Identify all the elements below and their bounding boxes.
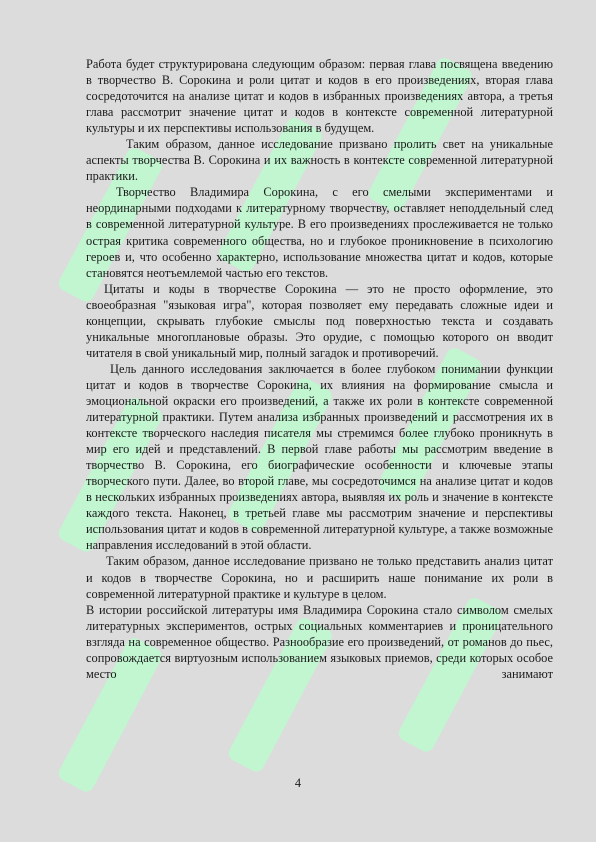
paragraph: Таким образом, данное исследование призвано не только представить анализ цитат и кодов в творчестве Сорокина, но и расширить наше понимание их роли в современной литературной практике и культуре в целом. [86,554,553,601]
paragraph: Цитаты и коды в творчестве Сорокина — это не просто оформление, это своеобразная "языковая игра", которая позволяет ему передавать сложные идеи и концепции, скрывать глубокие смыслы под поверхностью текста и создавать уникальные многоплановые образы. Это орудие, с помощью которого он вводит читателя в свой уникальный мир, полный загадок и противоречий. [86,281,553,360]
paragraph: Таким образом, данное исследование призвано пролить свет на уникальные аспекты творчества В. Сорокина и их важность в контексте современной литературной практики. [86,137,553,184]
page-number: 4 [294,776,302,790]
paragraph: Работа будет структурирована следующим образом: первая глава посвящена введению в творчество В. Сорокина и роли цитат и кодов в его произведениях, вторая глава сосредоточится на анализе цитат и кодов в избранных произведениях автора, а третья глава рассмотрит значение цитат и кодов в контексте современной литературной культуры и их перспективы использования в будущем. [86,57,553,136]
body-text [86,56,553,682]
paragraph: Творчество Владимира Сорокина, с его смелыми экспериментами и неординарными подходами к литературному творчеству, оставляет неподдельный след в современной литературной культуре. В его произведениях прослеживается не только острая критика современного общества, но и глубокое проникновение в психологию героев и, что особенно характерно, использование множества цитат и кодов, которые становятся неотъемлемой частью его текстов. [86,185,553,280]
paragraph: Цель данного исследования заключается в более глубоком понимании функции цитат и кодов в творчестве Сорокина, их влияния на формирование смысла и эмоциональной окраски его произведений, а также их роли в контексте современной литературной практики. Путем анализа избранных произведений и рассмотрения их в контексте творческого наследия писателя мы стремимся более глубоко проникнуть в мир его идей и представлений. В первой главе работы мы рассмотрим введение в творчество В. Сорокина, его биографические особенности и ключевые этапы творческого пути. Далее, во второй главе, мы сосредоточимся на анализе цитат и кодов в нескольких избранных произведениях автора, выявляя их роль и значение в контексте каждого текста. Наконец, в третьей главе мы рассмотрим значение и перспективы использования цитат и кодов в современной литературной культуре, а также возможные направления исследований в этой области. [86,361,553,553]
paragraph: В истории российской литературы имя Владимира Сорокина стало символом смелых литературных экспериментов, острых социальных комментариев и проницательного взгляда на современное общество. Разнообразие его произведений, от романов до пьес, сопровождается виртуозным использованием языковых приемов, среди которых особое место занимают [86,602,553,681]
